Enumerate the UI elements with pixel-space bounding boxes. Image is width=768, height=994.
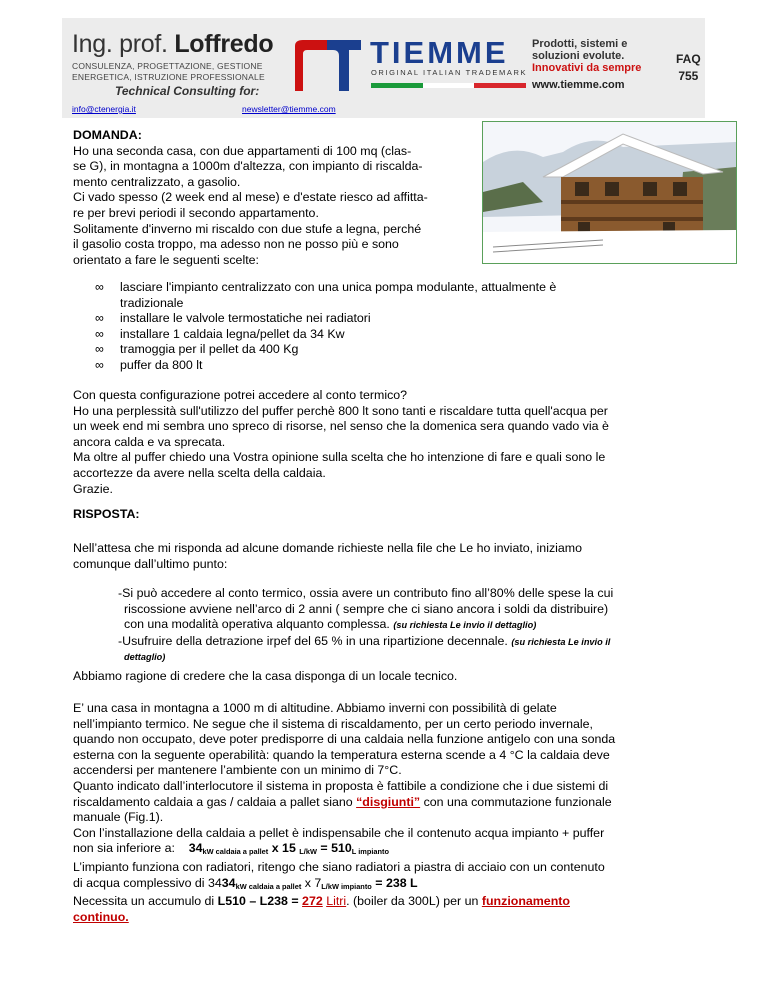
infinity-bullet-icon: ∞: [95, 280, 104, 294]
question-line: Ho una seconda casa, con due appartamenti di 100 mq (clas-: [73, 143, 412, 158]
infinity-bullet-icon: ∞: [95, 342, 104, 357]
list-item: ∞ lasciare l'impianto centralizzato con una unica pompa modulante, attualmente è: [95, 280, 557, 294]
list-item: ∞ installare le valvole termostatiche nei radiatori: [95, 311, 371, 326]
question-followup: Con questa configurazione potrei accedere al conto termico? Ho una perplessità sull'utilizzo del puffer perchè 800 lt sono tanti e riscaldare tutta quell'acqua per un week end mi sembra uno spreco di risorse, nel senso che la domenica sera quando vado via è ancora calda e va sprecata. Ma oltre al puffer chiedo una Vostra opinione sulla scelta che ho intenzione di fare e quali sono le accortezze da avere nella scelta della caldaia. Grazie.: [73, 388, 609, 496]
highlight-disgiunti: “disgiunti”: [356, 794, 421, 809]
slogan-line-3: Innovativi da sempre: [532, 62, 642, 74]
faq-label: FAQ: [676, 52, 701, 66]
faq-number: 755: [678, 69, 699, 83]
question-line: Solitamente d'inverno mi riscaldo con due stufe a legna, perché: [73, 221, 422, 236]
highlight-continuo: continuo.: [73, 909, 129, 924]
list-item: ∞ installare 1 caldaia legna/pellet da 34 Kw: [95, 326, 345, 341]
question-section: [73, 128, 483, 268]
slogan-line-2: soluzioni evolute.: [532, 50, 625, 62]
brand-tagline: ORIGINAL ITALIAN TRADEMARK: [371, 68, 528, 77]
note-detail: (su richiesta Le invio il dettaglio): [393, 620, 537, 631]
infinity-bullet-icon: ∞: [95, 326, 104, 341]
note-detail: (su richiesta Le invio il: [511, 636, 611, 647]
list-item: ∞ puffer da 800 lt: [95, 357, 203, 372]
answer-technical-room: Abbiamo ragione di credere che la casa disponga di un locale tecnico.: [73, 669, 458, 683]
faq-badge: [676, 51, 701, 85]
subtitle-line-1: CONSULENZA, PROGETTAZIONE, GESTIONE: [72, 61, 263, 71]
italian-flag-stripe: [371, 83, 526, 88]
answer-body: E’ una casa in montagna a 1000 m di altitudine. Abbiamo inverni con possibilità di gelate nell’impianto termico. Ne segue che il sistema di riscaldamento, per un certo periodo invernale, quando non occupato, deve poter predisporre di una caldaia nella funzione antigelo con una sonda esterna con la seguente operabilità: quando la temperatura esterna scende a 4 °C la caldaia deve accendersi per mantenere l’ambiente con un minimo di 7°C. Quanto indicato dall’interlocutore il sistema in proposta è fattibile a condizione che i due sistemi di riscaldamento caldaia a gas / caldaia a pallet siano “disgiunti” con una commutazione funzionale manuale (Fig.1). Con l’installazione della caldaia a pellet è indispensabile che il contenuto acqua impianto + puffer non sia inferiore a: $34_{kW caldaia a pallet}$ x 15 $_{L/kW} = 510_{L impianto}$ L’impianto funziona con radiatori, ritengo che siano radiatori a piastra di acciaio con un contenuto di acqua complessivo di $3434_{kW caldaia a pallet}$ x $7_{L/kW impianto} = 238$ L Necessita un accumulo di L510 – L238 = 272 Litri. (boiler da 300L) per un funzionamento continuo.: [73, 701, 616, 924]
infinity-bullet-icon: ∞: [95, 311, 104, 326]
website-link[interactable]: www.tiemme.com: [532, 79, 625, 91]
question-heading: DOMANDA:: [73, 128, 142, 142]
answer-options: -Si può accedere al conto termico, ossia avere un contributo fino all’80% delle spese la cui riscossione avviene nell’arco di 2 anni ( sempre che ci siano ancora i soldi da distribuire) con una modalità operativa alquanto complessa. (su richiesta Le invio il dettaglio) -Usufruire della detrazione irpef del 65 % in una ripartizione decennale. (su richiesta Le invio il dettaglio): [118, 586, 614, 663]
products-slogan: [532, 38, 641, 74]
tiemme-logo-icon: [293, 38, 365, 93]
chalet-photo: [482, 121, 737, 264]
slogan-line-1: Prodotti, sistemi e: [532, 38, 628, 50]
header-title: [72, 30, 273, 59]
email-link[interactable]: info@ctenergia.it: [72, 104, 136, 114]
title-prefix: Ing. prof.: [72, 30, 168, 58]
answer-intro: Nell’attesa che mi risponda ad alcune domande richieste nella file che Le ho inviato, iniziamo comunque dall’ultimo punto:: [73, 541, 582, 571]
highlight-funzionamento: funzionamento: [481, 894, 570, 909]
question-line: mento centralizzato, a gasolio.: [73, 174, 241, 189]
choices-list: [95, 280, 695, 374]
list-item-continuation: tradizionale: [120, 295, 184, 310]
question-line: Ci vado spesso (2 week end al mese) e d'estate riesco ad affitta-: [73, 190, 428, 205]
question-line: re per brevi periodi il secondo appartamento.: [73, 205, 319, 220]
title-name: Loffredo: [174, 30, 274, 58]
question-line: il gasolio costa troppo, ma adesso non ne posso più e sono: [73, 237, 399, 252]
accumulo-value: 272: [302, 894, 323, 909]
question-line: se G), in montagna a 1000m d'altezza, con impianto di riscalda-: [73, 159, 423, 174]
header-subtitle: [72, 61, 265, 83]
answer-heading: RISPOSTA:: [73, 507, 140, 521]
list-item: ∞ tramoggia per il pellet da 400 Kg: [95, 342, 299, 357]
technical-consulting: Technical Consulting for:: [115, 84, 260, 98]
subtitle-line-2: ENERGETICA, ISTRUZIONE PROFESSIONALE: [72, 72, 265, 82]
brand-name: TIEMME: [370, 35, 509, 70]
newsletter-link[interactable]: newsletter@tiemme.com: [242, 104, 336, 114]
infinity-bullet-icon: ∞: [95, 357, 104, 372]
question-line: orientato a fare le seguenti scelte:: [73, 252, 259, 267]
